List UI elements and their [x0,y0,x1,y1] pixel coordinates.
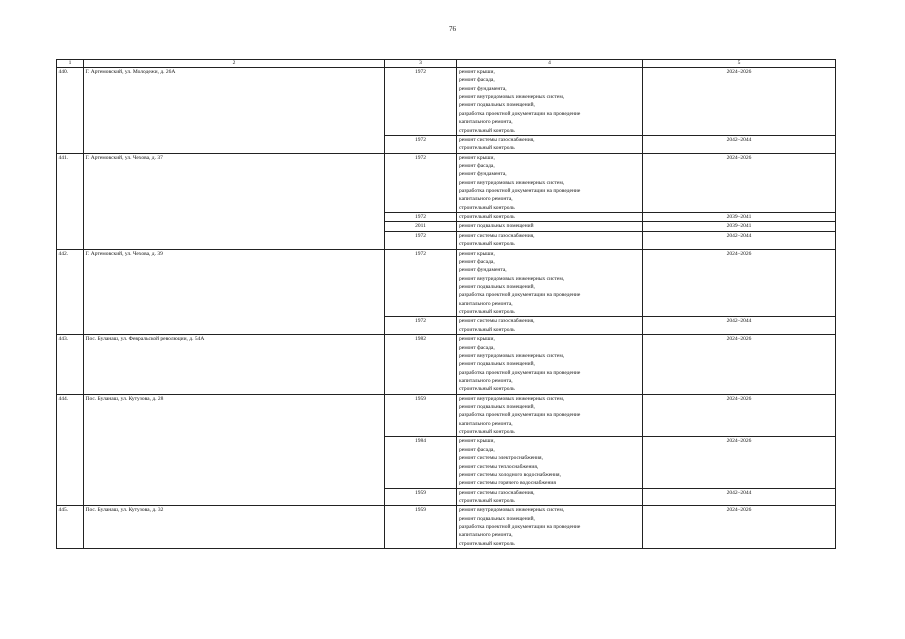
repair-work-item: ремонт фасада, [459,446,495,453]
repair-works-list [457,437,643,488]
repair-work-item: ремонт системы газоснабжения, [459,136,535,143]
building-address: Пос. Буланаш, ул. Кутузова, д. 28 [84,394,385,506]
row-number: 440. [57,68,84,154]
repair-work-item: ремонт системы теплоснабжения, [459,463,539,470]
repair-work-item: капитального ремонта, [459,420,513,427]
table-row [57,506,836,549]
table-row [57,153,836,213]
repair-works-list [457,488,643,506]
repair-works-list [457,213,643,222]
repair-work-item: строительный контроль [459,540,515,547]
planned-period: 2024–2026 [643,335,836,395]
repair-work-item: строительный контроль [459,241,515,248]
page-number: 76 [449,25,456,33]
repair-work-item: строительный контроль [459,214,515,221]
repair-work-item: разработка проектной документации на проведение [459,412,581,419]
repair-work-item: строительный контроль [459,309,515,316]
repair-work-item: ремонт внутридомовых инженерных систем, [459,395,565,402]
repair-work-item: строительный контроль [459,429,515,436]
repair-work-item: ремонт подвальных помещений, [459,515,535,522]
building-address: Пос. Буланаш, ул. Кутузова, д. 32 [84,506,385,549]
repair-work-item: разработка проектной документации на проведение [459,188,581,195]
repair-works-list [457,394,643,437]
commission-year: 1972 [385,231,457,249]
commission-year: 1972 [385,153,457,213]
repair-work-item: ремонт внутридомовых инженерных систем, [459,179,565,186]
repair-work-item: ремонт системы горячего водоснабжения [459,480,556,487]
planned-period: 2039–2041 [643,213,836,222]
repair-work-item: ремонт крыши, [459,154,495,161]
repair-work-item: строительный контроль [459,386,515,393]
building-address: Г. Артемовский, ул. Чехова, д. 39 [84,249,385,335]
column-header-year: 3 [385,60,457,68]
repair-work-item: разработка проектной документации на проведение [459,292,581,299]
planned-period: 2042–2044 [643,317,836,335]
repair-work-item: ремонт подвальных помещений [459,223,534,230]
repair-work-item: разработка проектной документации на проведение [459,110,581,117]
column-header-number: 1 [57,60,84,68]
repair-works-list [457,68,643,136]
planned-period: 2024–2026 [643,506,836,549]
planned-period: 2042–2044 [643,135,836,153]
column-header-works: 4 [457,60,643,68]
row-number: 444. [57,394,84,506]
commission-year: 2011 [385,222,457,231]
repair-work-item: капитального ремонта, [459,196,513,203]
repair-work-item: строительный контроль [459,204,515,211]
repair-work-item: ремонт подвальных помещений, [459,283,535,290]
row-number: 443. [57,335,84,395]
repair-works-list [457,231,643,249]
building-address: Г. Артемовский, ул. Молодежи, д. 26А [84,68,385,154]
planned-period: 2042–2044 [643,231,836,249]
repair-work-item: ремонт внутридомовых инженерных систем, [459,275,565,282]
repair-works-list [457,249,643,317]
repair-work-item: ремонт подвальных помещений, [459,404,535,411]
commission-year: 1959 [385,394,457,437]
planned-period: 2024–2026 [643,394,836,437]
repair-works-list [457,317,643,335]
repair-work-item: разработка проектной документации на проведение [459,369,581,376]
row-number: 441. [57,153,84,249]
repair-work-item: ремонт фундамента, [459,267,507,274]
repair-work-item: ремонт фундамента, [459,171,507,178]
repair-work-item: ремонт системы холодного водоснабжения, [459,471,561,478]
commission-year: 1984 [385,437,457,488]
commission-year: 1959 [385,506,457,549]
repair-work-item: ремонт фасада, [459,258,495,265]
commission-year: 1982 [385,335,457,395]
repair-work-item: строительный контроль [459,326,515,333]
repair-work-item: ремонт крыши, [459,69,495,75]
planned-period: 2042–2044 [643,488,836,506]
repair-work-item: капитального ремонта, [459,300,513,307]
commission-year: 1959 [385,488,457,506]
planned-period: 2024–2026 [643,153,836,213]
repair-works-list [457,335,643,395]
building-address: Пос. Буланаш, ул. Февральской революции, д. 54А [84,335,385,395]
repair-work-item: капитального ремонта, [459,532,513,539]
row-number: 442. [57,249,84,335]
repair-work-item: ремонт внутридомовых инженерных систем, [459,507,565,514]
row-number: 445. [57,506,84,549]
planned-period: 2024–2026 [643,249,836,317]
repair-work-item: капитального ремонта, [459,119,513,126]
repair-work-item: ремонт системы газоснабжения, [459,232,535,239]
commission-year: 1972 [385,249,457,317]
repair-work-item: ремонт системы газоснабжения, [459,318,535,325]
commission-year: 1972 [385,317,457,335]
repair-work-item: строительный контроль [459,145,515,152]
table-header-row [57,60,836,68]
table-row [57,249,836,317]
commission-year: 1972 [385,135,457,153]
table-row [57,335,836,395]
repair-works-list [457,153,643,213]
repair-work-item: ремонт фасада, [459,162,495,169]
column-header-address: 2 [84,60,385,68]
commission-year: 1972 [385,213,457,222]
repair-work-item: ремонт подвальных помещений, [459,361,535,368]
repair-work-item: разработка проектной документации на проведение [459,524,581,531]
planned-period: 2039–2041 [643,222,836,231]
repair-work-item: ремонт внутридомовых инженерных систем, [459,352,565,359]
repair-work-item: капитального ремонта, [459,377,513,384]
repair-work-item: ремонт крыши, [459,250,495,257]
repair-work-item: ремонт подвальных помещений, [459,102,535,109]
repair-work-item: ремонт крыши, [459,336,495,343]
repair-work-item: строительный контроль [459,497,515,504]
repair-work-item: ремонт фундамента, [459,85,507,92]
repair-works-list [457,135,643,153]
column-header-period: 5 [643,60,836,68]
repair-work-item: ремонт крыши, [459,438,495,445]
repair-work-item: ремонт системы электроснабжения, [459,455,543,462]
planned-period: 2024–2026 [643,437,836,488]
table-row [57,68,836,136]
repair-work-item: ремонт системы газоснабжения, [459,489,535,496]
repair-works-list [457,222,643,231]
repair-work-item: ремонт внутридомовых инженерных систем, [459,94,565,101]
building-address: Г. Артемовский, ул. Чехова, д. 37 [84,153,385,249]
table-row [57,394,836,437]
commission-year: 1972 [385,68,457,136]
repair-works-list [457,506,643,549]
planned-period: 2024–2026 [643,68,836,136]
repair-work-item: ремонт фасада, [459,344,495,351]
repair-work-item: строительный контроль [459,127,515,134]
repair-work-item: ремонт фасада, [459,77,495,84]
capital-repair-table [56,59,836,549]
